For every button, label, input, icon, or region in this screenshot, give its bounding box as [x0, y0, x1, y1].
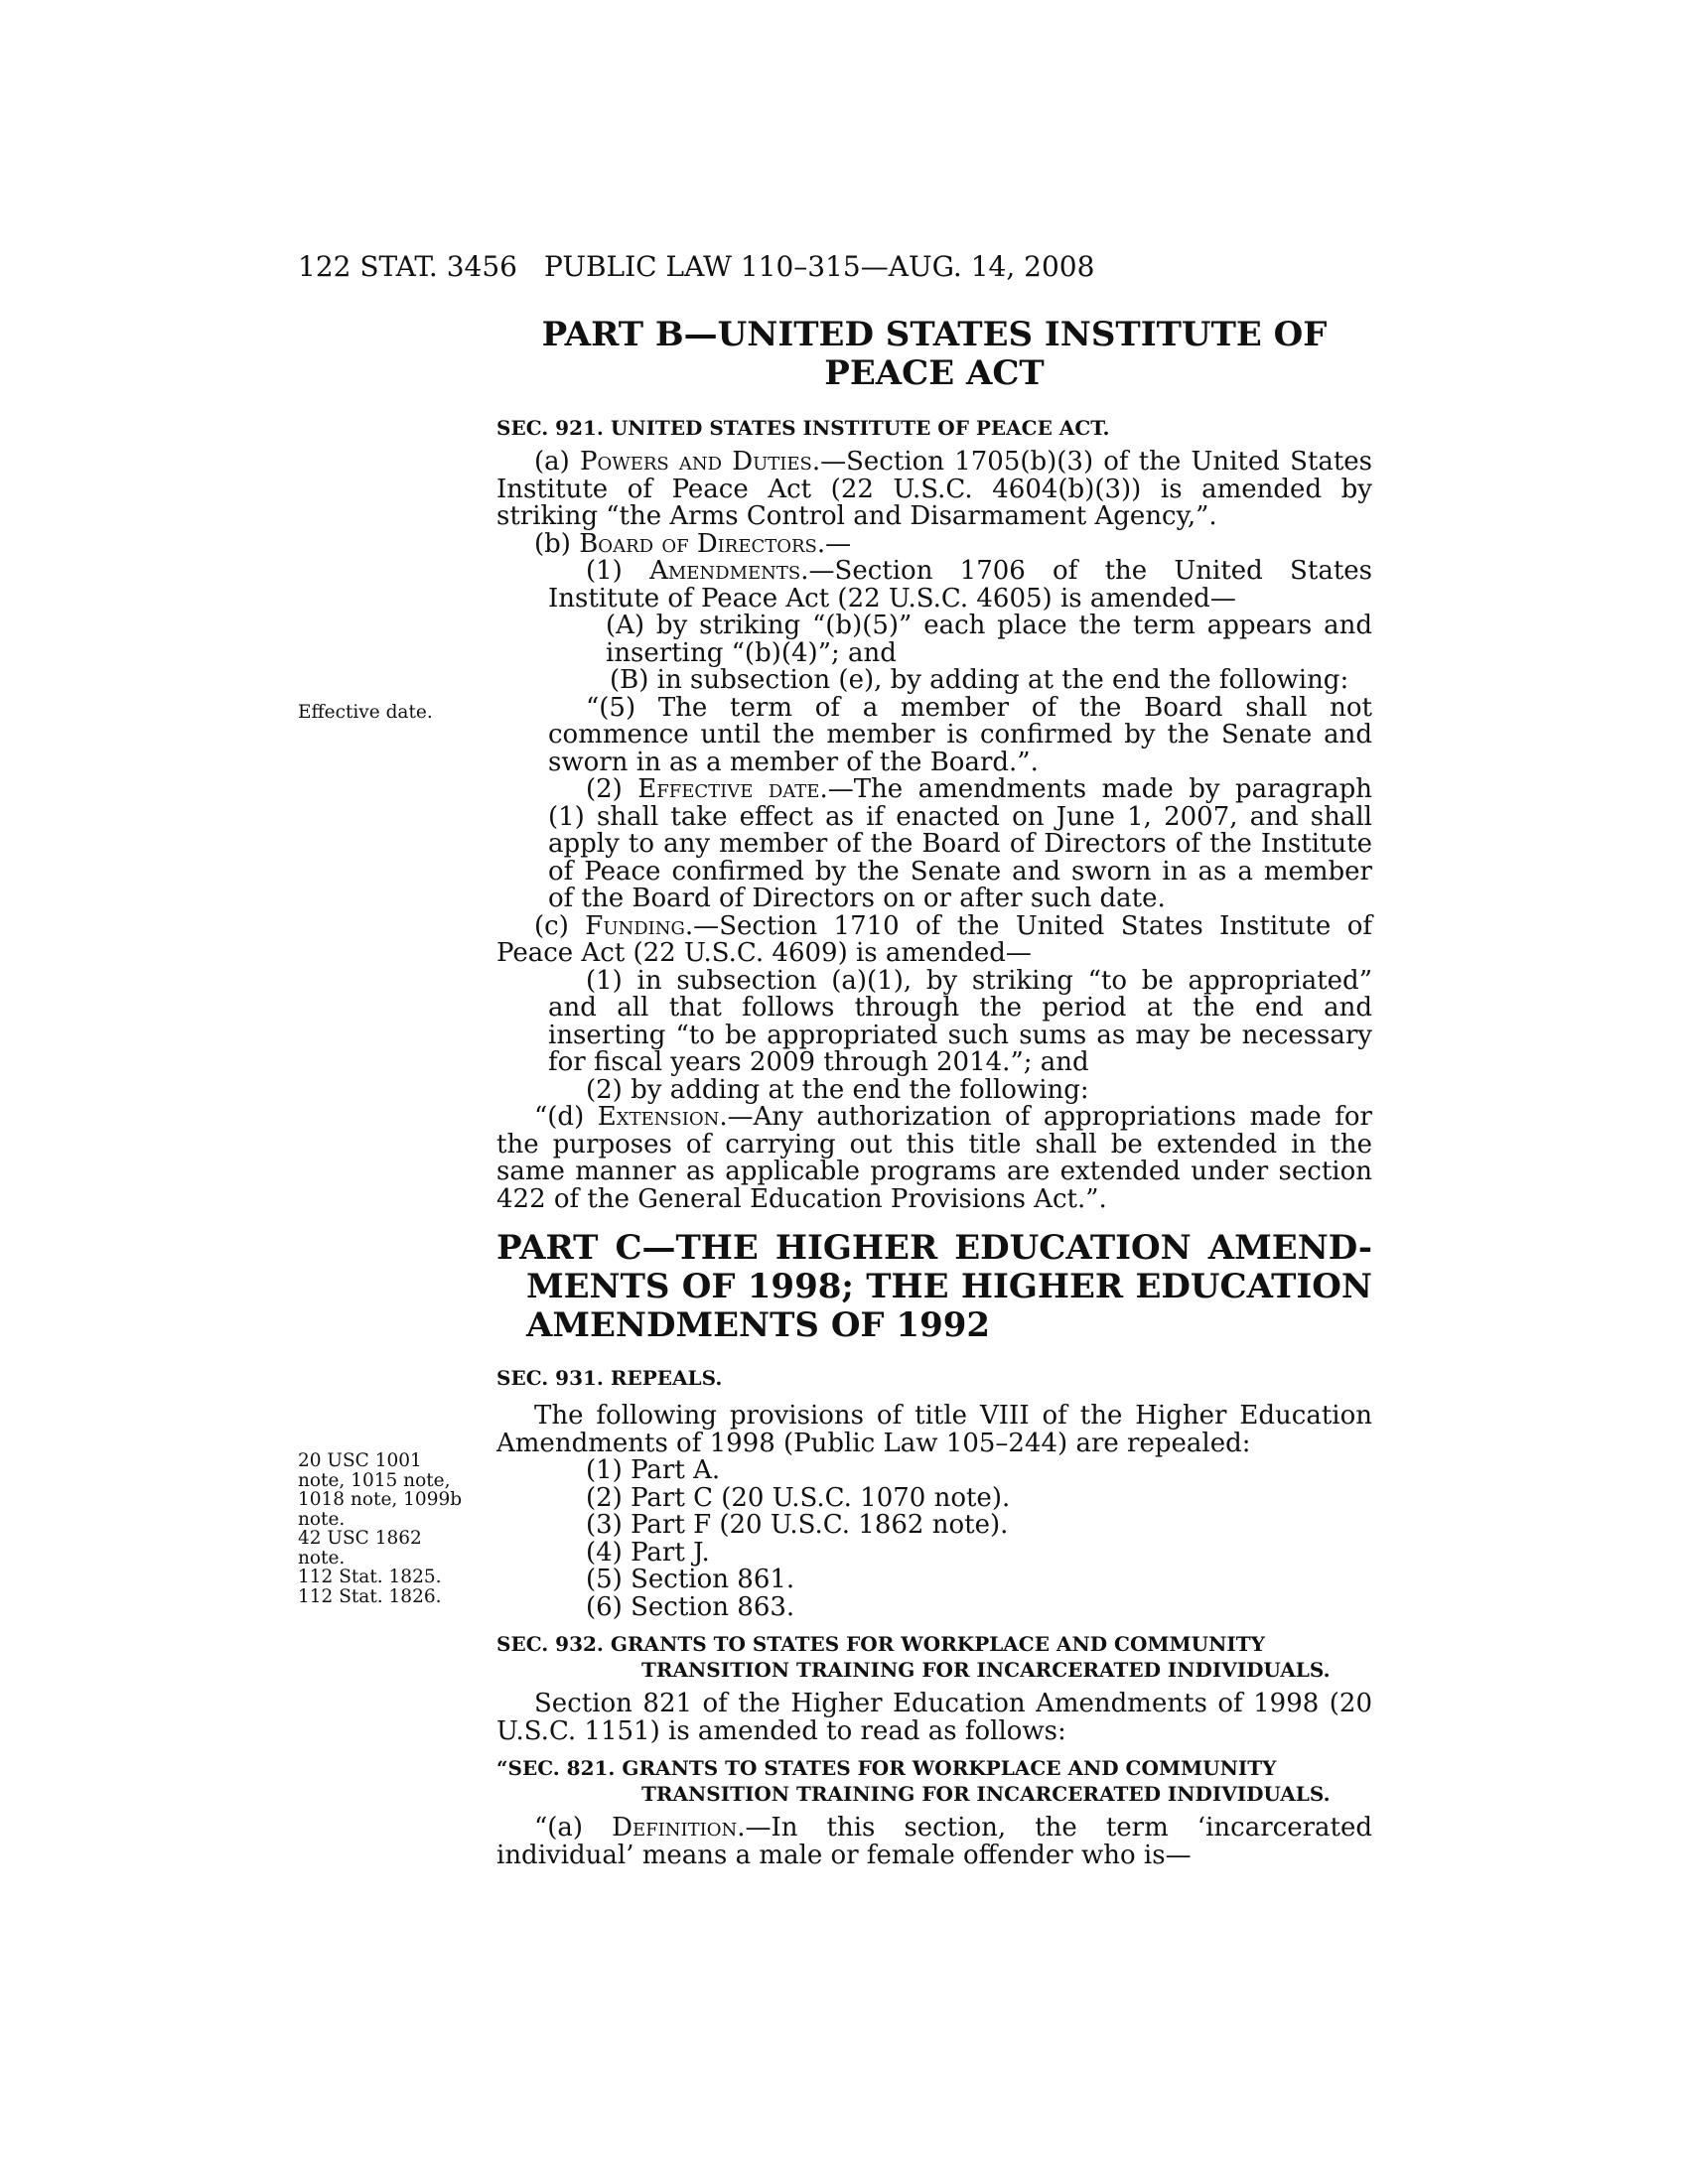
- repeal-item: (5) Section 861.: [586, 1565, 795, 1594]
- subsection-c: (c) Funding.—Section 1710 of the United States Institute of Peace Act (22 U.S.C. 4609) is amended—: [496, 910, 1372, 968]
- public-law-running-head: PUBLIC LAW 110–315—AUG. 14, 2008: [544, 250, 1095, 283]
- repeal-item: (6) Section 863.: [586, 1591, 795, 1622]
- part-c-title: PART C—THE HIGHER EDUCATION AMEND-MENTS OF 1998; THE HIGHER EDUCATION AMENDMENTS OF 1992: [496, 1228, 1372, 1345]
- margin-citation: 42 USC 1862 note.: [298, 1528, 422, 1569]
- repeal-item: (3) Part F (20 U.S.C. 1862 note).: [586, 1510, 1009, 1540]
- quoted-subsection-d: “(d) Extension.—Any authorization of appropriations made for the purposes of carrying out this title shall be extended in the same manner as applicable programs are extended under section 422 of the General Education Provisions Act.”.: [496, 1102, 1372, 1214]
- subsection-a: (a) Powers and Duties.—Section 1705(b)(3) of the United States Institute of Peace Act (22 U.S.C. 4604(b)(3)) is amended by striking “the Arms Control and Disarmament Agency,”.: [496, 447, 1373, 531]
- paragraph-b1: (1) Amendments.—Section 1706 of the United States Institute of Peace Act (22 U.S.C. 4605) is amended—: [548, 556, 1372, 614]
- sec-932-heading: SEC. 932. GRANTS TO STATES FOR WORKPLACE AND COMMUNITY TRANSITION TRAINING FOR INCARCERATED INDIVIDUALS.: [496, 1632, 1331, 1682]
- margin-note-effective-date: Effective date.: [298, 702, 433, 723]
- repeal-item: (4) Part J.: [586, 1537, 710, 1568]
- subparagraph-b1B: (B) in subsection (e), by adding at the end the following:: [610, 665, 1349, 695]
- paragraph-c2: (2) by adding at the end the following:: [586, 1074, 1089, 1105]
- repeal-item: (2) Part C (20 U.S.C. 1070 note).: [586, 1482, 1011, 1513]
- sec-821-heading: “SEC. 821. GRANTS TO STATES FOR WORKPLACE AND COMMUNITY TRANSITION TRAINING FOR INCARCERATED INDIVIDUALS.: [496, 1756, 1331, 1806]
- sec-921-heading: SEC. 921. UNITED STATES INSTITUTE OF PEACE ACT.: [496, 416, 1110, 440]
- margin-citation: 20 USC 1001 note, 1015 note, 1018 note, 1099b note.: [298, 1450, 463, 1530]
- statute-page-number: 122 STAT. 3456: [298, 250, 517, 283]
- margin-citation: 112 Stat. 1826.: [298, 1585, 442, 1607]
- subparagraph-b1A: (A) by striking “(b)(5)” each place the term appears and inserting “(b)(4)”; and: [606, 611, 1372, 668]
- sec-932-text: Section 821 of the Higher Education Amendments of 1998 (20 U.S.C. 1151) is amended to read as follows:: [496, 1689, 1372, 1746]
- quoted-provision-5: “(5) The term of a member of the Board shall not commence until the member is confirmed by the Senate and sworn in as a member of the Board.”.: [548, 692, 1372, 777]
- definition-subsection-a: “(a) Definition.—In this section, the term ‘incarcerated individual’ means a male or female offender who is—: [496, 1813, 1372, 1870]
- margin-note-citations: [298, 1451, 472, 1606]
- part-b-title: PART B—UNITED STATES INSTITUTE OF PEACE ACT: [541, 315, 1328, 393]
- sec-931-intro: The following provisions of title VIII of the Higher Education Amendments of 1998 (Public Law 105–244) are repealed:: [496, 1401, 1372, 1458]
- paragraph-c1: (1) in subsection (a)(1), by striking “to be appropriated” and all that follows through the period at the end and inserting “to be appropriated such sums as may be necessary for fiscal years 2009 through 2014.”; and: [548, 965, 1372, 1077]
- subsection-b-heading: (b) Board of Directors.—: [534, 528, 852, 559]
- page-header: [298, 250, 1390, 290]
- sec-931-heading: SEC. 931. REPEALS.: [496, 1366, 723, 1390]
- paragraph-b2: (2) Effective date.—The amendments made by paragraph (1) shall take effect as if enacted on June 1, 2007, and shall apply to any member of the Board of Directors of the Institute of Peace confirmed by the Senate and sworn in as a member of the Board of Directors on or after such date.: [548, 774, 1373, 913]
- margin-citation: 112 Stat. 1825.: [298, 1567, 442, 1587]
- repeal-item: (1) Part A.: [586, 1455, 721, 1485]
- main-text-column: [496, 316, 1372, 1869]
